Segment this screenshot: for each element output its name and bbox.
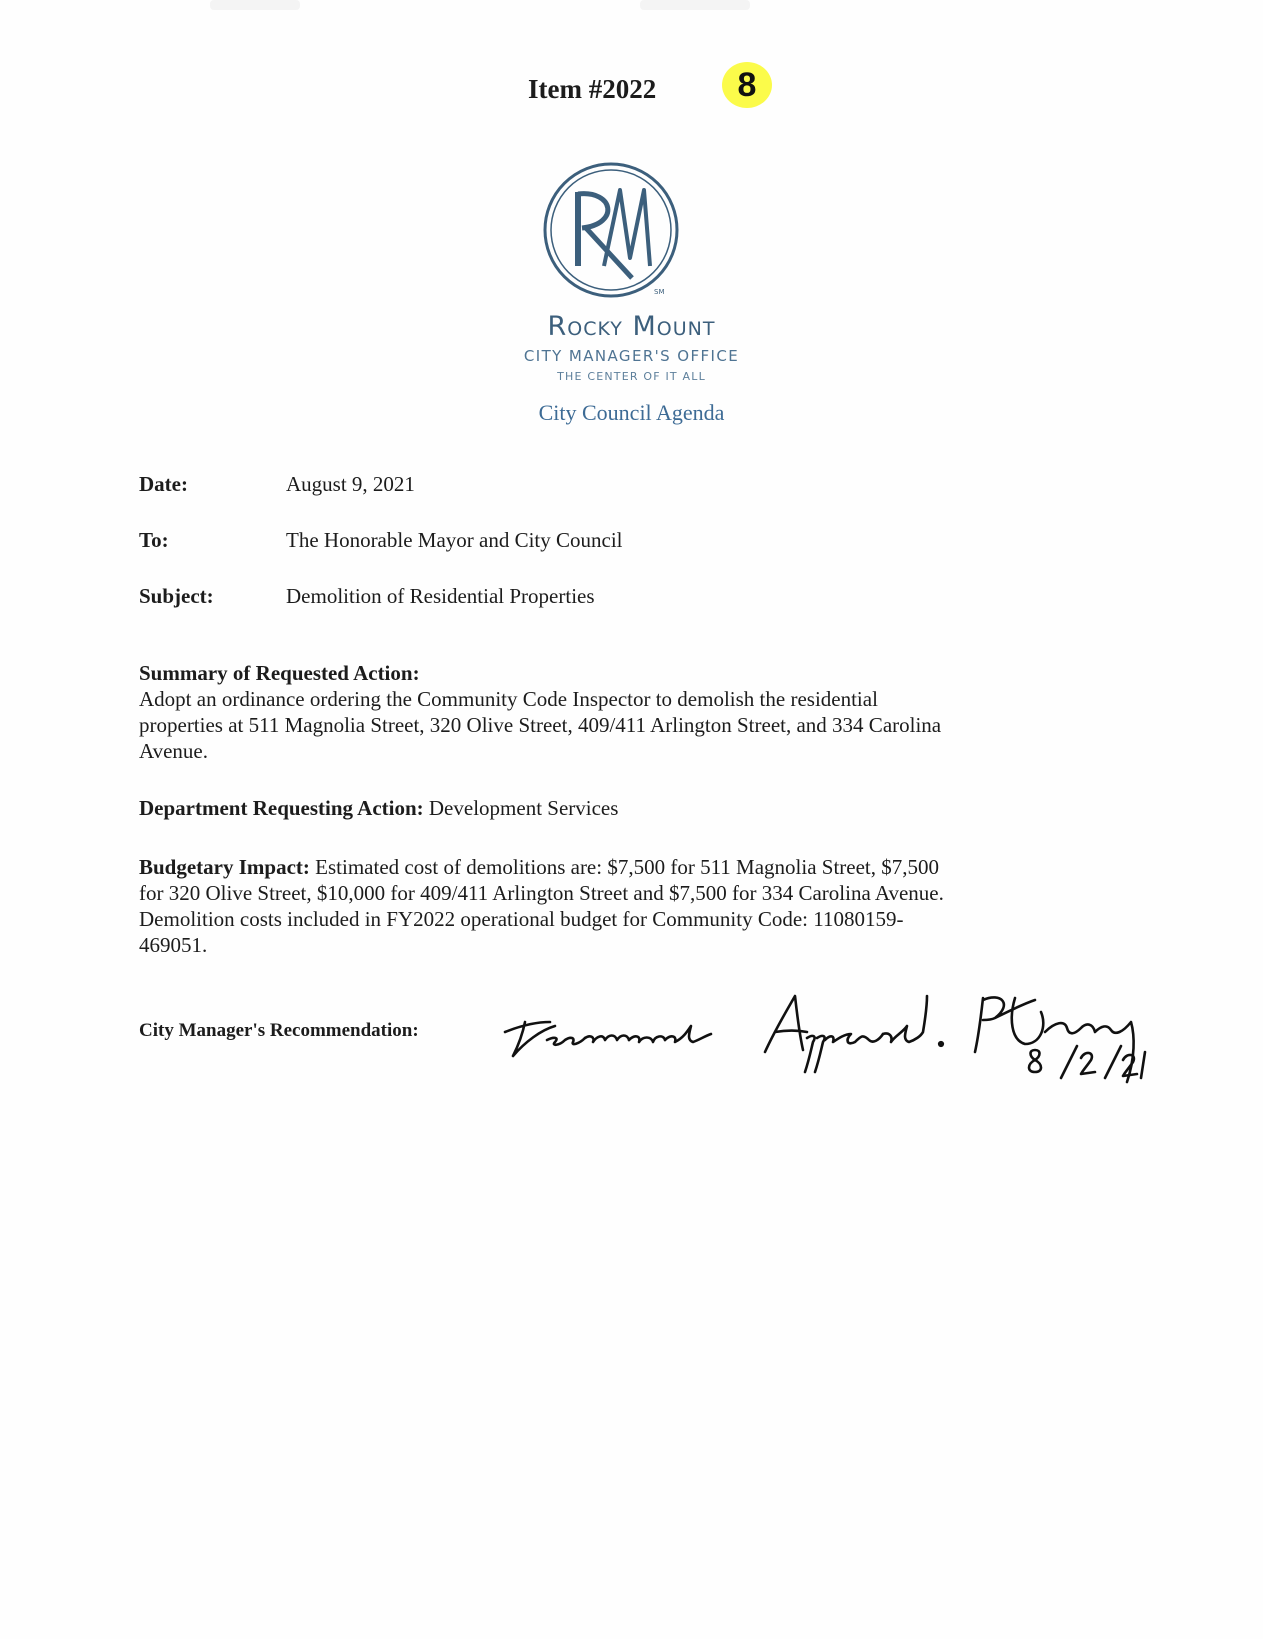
item-number-badge: 8 [722, 62, 772, 108]
service-mark: SM [654, 288, 665, 296]
item-heading: Item #2022 [528, 74, 657, 104]
department-label: Department Requesting Action: [139, 796, 424, 820]
to-label: To: [139, 528, 169, 552]
summary-text-line: Adopt an ordinance ordering the Community Code Inspector to demolish the residential [139, 687, 878, 711]
summary-label: Summary of Requested Action: [139, 661, 420, 685]
budget-text-line: for 320 Olive Street, $10,000 for 409/411 Arlington Street and $7,500 for 334 Carolina Avenue. [139, 881, 944, 905]
summary-text-line: Avenue. [139, 739, 208, 763]
handwritten-approval-signature [495, 960, 1175, 1090]
scan-artifact [210, 0, 300, 10]
to-value: The Honorable Mayor and City Council [286, 528, 623, 552]
budget-label: Budgetary Impact: [139, 855, 310, 879]
office-name: CITY MANAGER'S OFFICE [523, 347, 740, 365]
document-title: City Council Agenda [538, 400, 725, 425]
recommendation-label: City Manager's Recommendation: [139, 1020, 419, 1041]
department-value: Development Services [428, 796, 619, 820]
date-label: Date: [139, 472, 188, 496]
budget-section [139, 854, 1099, 958]
scan-artifact [640, 0, 750, 10]
subject-value: Demolition of Residential Properties [286, 584, 595, 608]
budget-text-line: 469051. [139, 933, 208, 957]
subject-label: Subject: [139, 584, 214, 608]
date-value: August 9, 2021 [286, 472, 415, 496]
budget-text-line: Estimated cost of demolitions are: $7,500 for 511 Magnolia Street, $7,500 [315, 855, 940, 879]
city-logo [540, 162, 690, 312]
department-section [139, 796, 618, 821]
budget-text-line: Demolition costs included in FY2022 operational budget for Community Code: 11080159- [139, 907, 904, 931]
summary-text-line: properties at 511 Magnolia Street, 320 Olive Street, 409/411 Arlington Street, and 334 Carolina [139, 713, 942, 737]
summary-section [139, 660, 1099, 764]
tagline: THE CENTER OF IT ALL [557, 370, 706, 383]
org-name: Rocky Mount [547, 311, 716, 342]
